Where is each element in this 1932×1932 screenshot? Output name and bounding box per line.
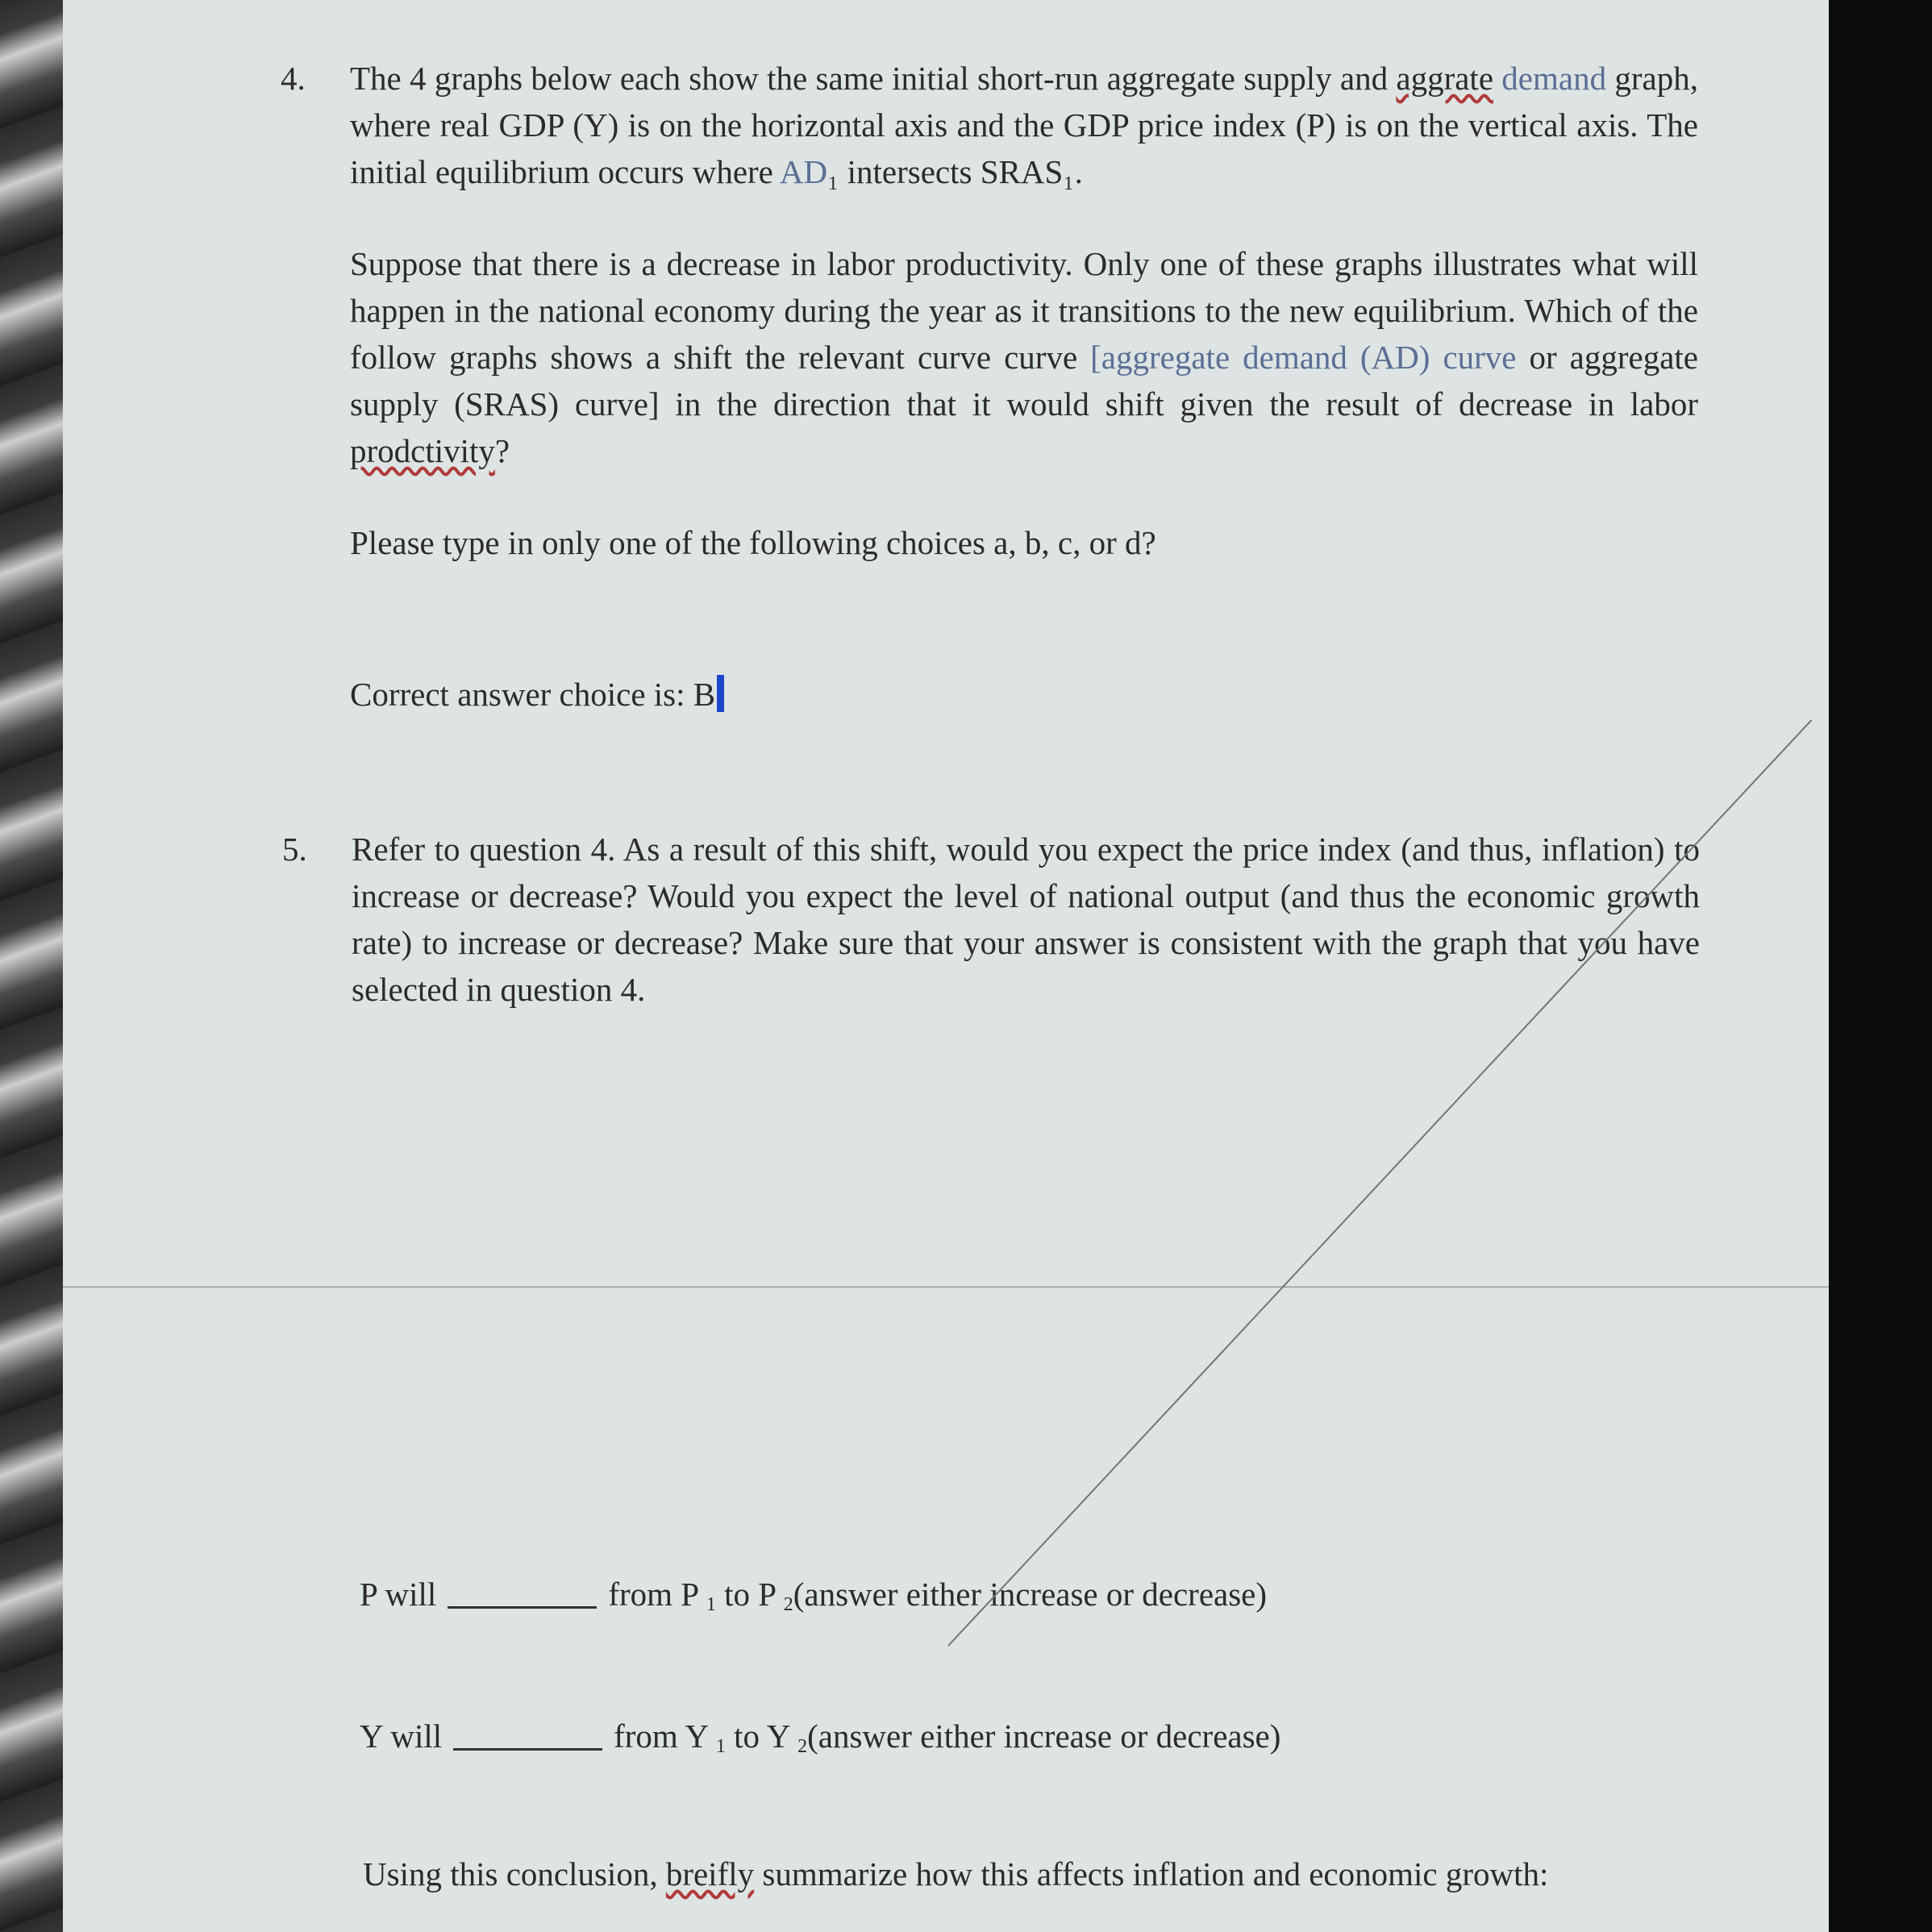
misspelled-word: breifly: [665, 1855, 755, 1892]
p-answer-blank[interactable]: [448, 1574, 597, 1609]
question-4-instruction: Please type in only one of the following choices a, b, c, or d?: [350, 524, 1156, 561]
summary-prompt: Using this conclusion, breifly summarize how this affects inflation and economic growth:: [363, 1855, 1549, 1892]
answer-line: [350, 671, 1698, 718]
y-label: Y will: [360, 1718, 443, 1755]
answer-input[interactable]: B: [693, 676, 724, 713]
answer-label: Correct answer choice is:: [350, 676, 685, 713]
y-answer-row: Y will from Y $_1$ to Y $_2$(answer either increase or decrease): [360, 1718, 1281, 1757]
p-label: P will: [360, 1576, 437, 1613]
page-divider: [63, 1286, 1829, 1288]
question-5: [282, 826, 1700, 1058]
y-answer-blank[interactable]: [453, 1716, 602, 1751]
question-5-number: 5.: [282, 831, 307, 868]
question-4-paragraph-2: Suppose that there is a decrease in labor productivity. Only one of these graphs illustrates what will happen in the national economy during the year as it transitions to the new equilibrium. Which of the follow graphs shows a shift the relevant curve curve [aggregate demand (AD) curve or aggregate supply (SRAS) curve] in the direction that it would shift given the result of decrease in labor prodctivity?: [350, 245, 1698, 469]
question-4: [281, 55, 1699, 763]
question-4-number: 4.: [281, 60, 306, 97]
misspelled-word: aggrate: [1396, 60, 1494, 97]
misspelled-word: prodctivity: [350, 432, 495, 469]
background-left: [0, 0, 65, 1932]
background-right: [1827, 0, 1932, 1932]
text-cursor: [717, 675, 724, 712]
document-page: [63, 0, 1829, 1932]
question-5-text: Refer to question 4. As a result of this shift, would you expect the price index (and thus, inflation) to increase or decrease? Would you expect the level of national output (and thus the economic growth rate) to increase or decrease? Make sure that your answer is consistent with the graph that you have selected in question 4.: [352, 831, 1700, 1008]
question-4-paragraph-1: The 4 graphs below each show the same initial short-run aggregate supply and aggrate demand graph, where real GDP (Y) is on the horizontal axis and the GDP price index (P) is on the vertical axis. The initial equilibrium occurs where AD₁ intersects SRAS₁.: [350, 60, 1699, 190]
p-answer-row: P will from P $_1$ to P $_2$(answer either increase or decrease): [360, 1576, 1268, 1615]
